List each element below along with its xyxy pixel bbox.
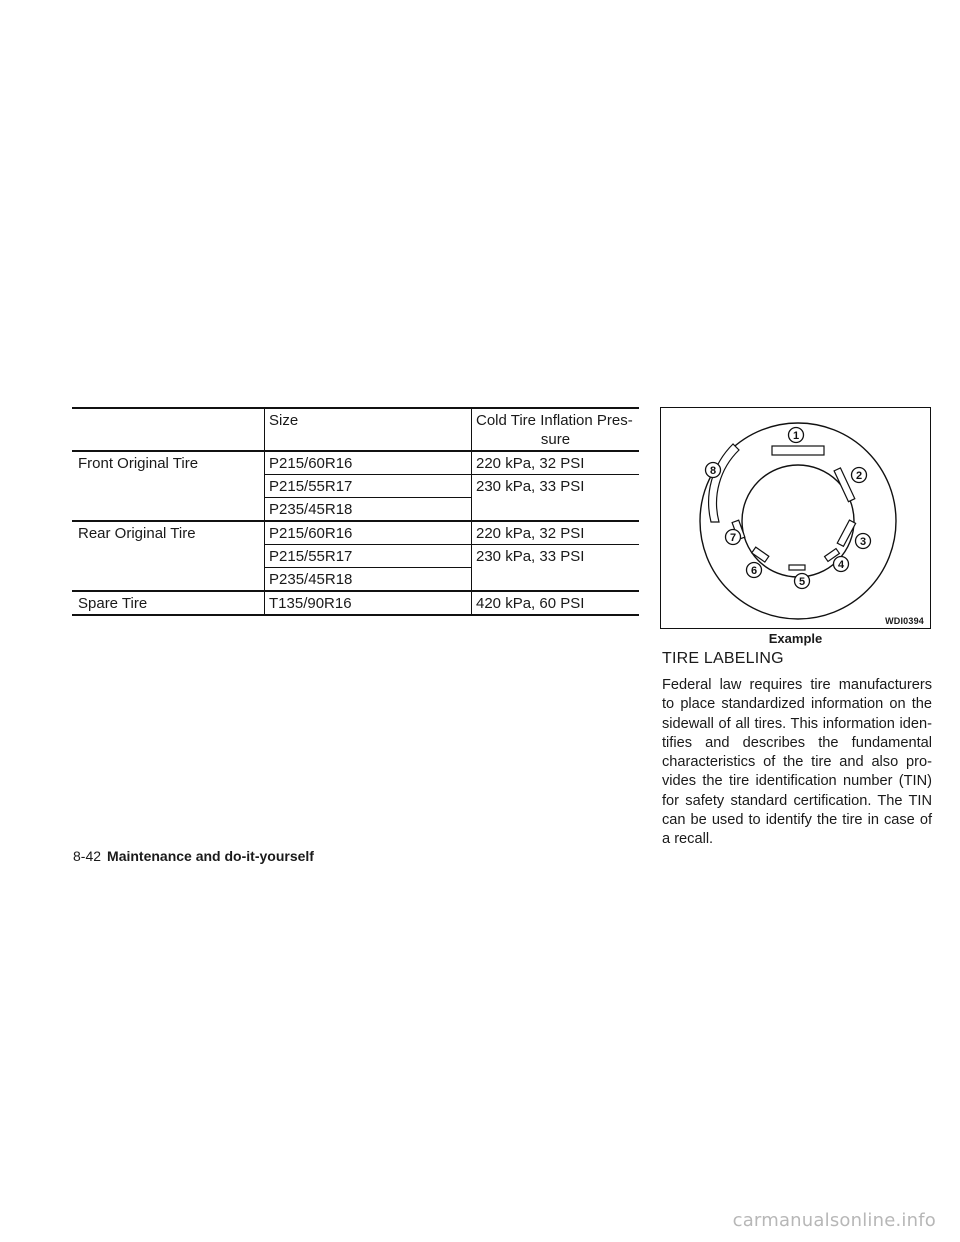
header-pressure-line2: sure	[540, 431, 571, 448]
body-line: for safety standard certification. The TIN	[662, 792, 932, 809]
row-position-spare: Spare Tire	[78, 595, 148, 612]
table-header-row	[72, 408, 639, 451]
callout-1	[789, 428, 804, 443]
header-size: Size	[265, 408, 472, 451]
section-title: TIRE LABELING	[662, 650, 784, 667]
callout-8	[706, 463, 721, 478]
label-area-5	[789, 565, 805, 570]
tire-sidewall-figure	[660, 407, 931, 629]
row-pressure: 230 kPa, 33 PSI	[472, 545, 640, 592]
row-size: P235/45R18	[265, 498, 472, 522]
callout-2	[852, 468, 867, 483]
watermark: carmanualsonline.info	[732, 1210, 936, 1231]
callout-7	[726, 530, 741, 545]
callout-5	[795, 574, 810, 589]
label-area-8	[709, 444, 739, 522]
label-area-6	[752, 547, 769, 562]
row-size: P215/60R16	[265, 521, 472, 545]
table-row	[72, 521, 639, 545]
callout-4	[834, 557, 849, 572]
row-size: T135/90R16	[265, 591, 472, 615]
body-line: tifies and describes the fundamental	[662, 734, 932, 751]
row-pressure: 220 kPa, 32 PSI	[472, 451, 640, 475]
header-pressure	[472, 408, 640, 451]
body-line: vides the tire identification number (TIN)	[662, 773, 932, 790]
table-row	[72, 591, 639, 615]
table-row	[72, 451, 639, 475]
callout-6	[747, 563, 762, 578]
row-size: P235/45R18	[265, 568, 472, 592]
row-pressure: 220 kPa, 32 PSI	[472, 521, 640, 545]
page-number: 8-42	[73, 848, 102, 864]
callout-8-label: 8	[709, 465, 717, 477]
row-position-front: Front Original Tire	[78, 455, 199, 472]
header-position	[72, 408, 265, 451]
row-position-rear: Rear Original Tire	[78, 525, 196, 542]
page-footer	[73, 848, 314, 864]
label-area-1	[772, 446, 824, 455]
header-pressure-line1: Cold Tire Inflation Pres-	[476, 412, 633, 429]
body-line: recall.	[674, 831, 714, 848]
body-line: sidewall of all tires. This information iden-	[662, 715, 932, 732]
callout-3	[856, 534, 871, 549]
body-line: can be used to identify the tire in case of a	[662, 812, 932, 848]
callout-7-label: 7	[729, 532, 737, 544]
body-line: characteristics of the tire and also pro-	[662, 754, 932, 771]
row-pressure: 230 kPa, 33 PSI	[472, 475, 640, 522]
body-line: Federal law requires tire manufacturers to	[662, 677, 932, 713]
row-pressure: 420 kPa, 60 PSI	[472, 591, 640, 615]
figure-code: WDI0394	[885, 616, 924, 626]
figure-caption: Example	[768, 631, 823, 646]
row-size: P215/60R16	[265, 451, 472, 475]
callout-3-label: 3	[859, 536, 867, 548]
callout-2-label: 2	[855, 470, 863, 482]
callout-6-label: 6	[750, 565, 758, 577]
callout-4-label: 4	[837, 559, 845, 571]
tire-sidewall-illustration	[661, 408, 932, 630]
section-body	[662, 676, 932, 850]
body-line: place standardized information on the	[680, 696, 932, 713]
chapter-title: Maintenance and do-it-yourself	[107, 848, 314, 864]
tire-pressure-table	[72, 407, 639, 616]
row-size: P215/55R17	[265, 545, 472, 568]
callout-5-label: 5	[798, 576, 806, 588]
callout-1-label: 1	[792, 430, 800, 442]
row-size: P215/55R17	[265, 475, 472, 498]
